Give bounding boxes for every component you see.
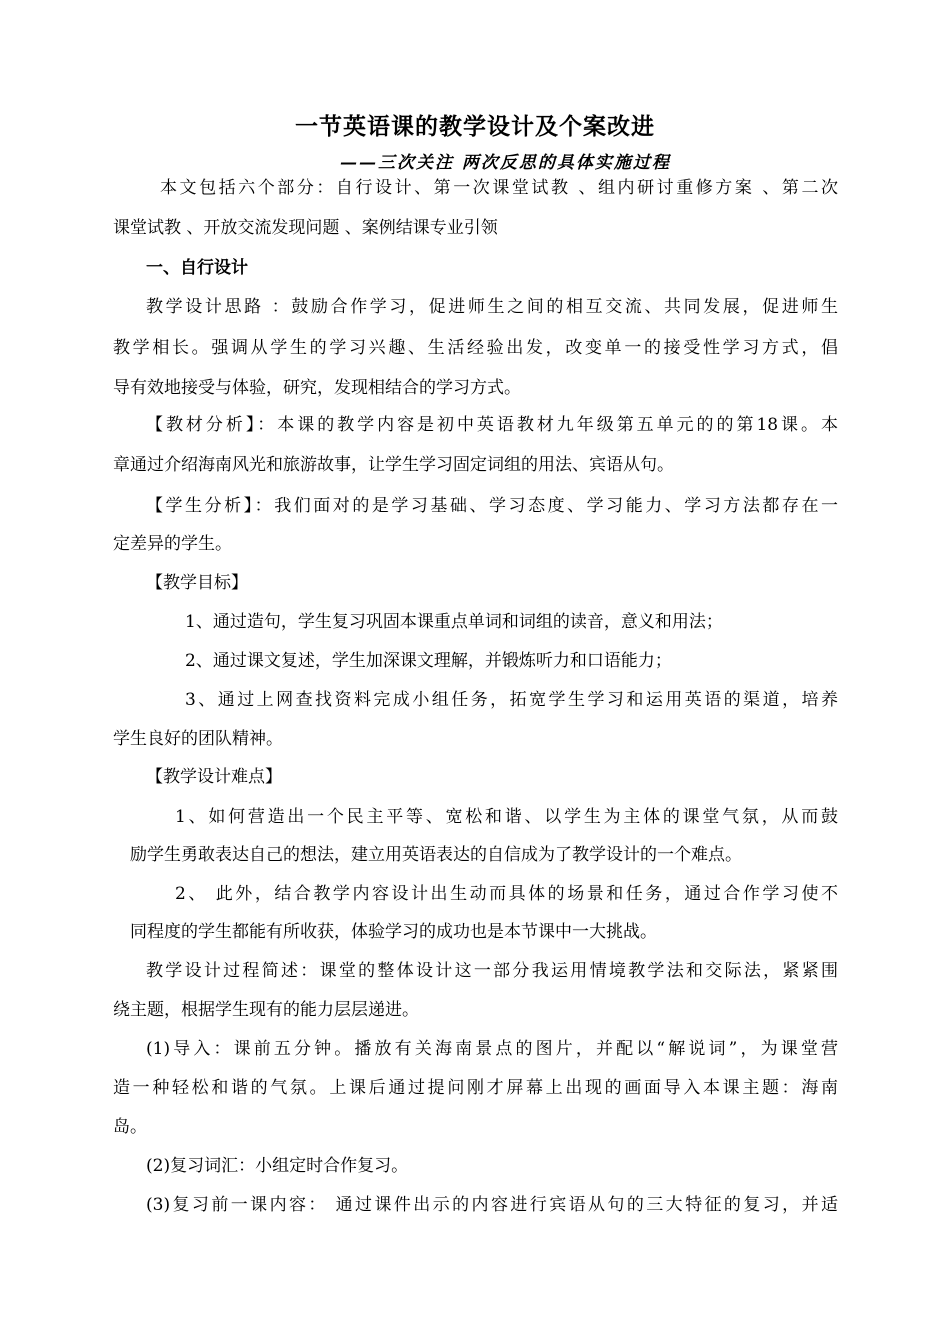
paragraph-line: 【教材分析】：本课的教学内容是初中英语教材九年级第五单元的的第18课。本 [146,415,838,435]
paragraph-line: 定差异的学生。 [113,534,232,554]
paragraph-line: 教学相长。强调从学生的学习兴趣、生活经验出发，改变单一的接受性学习方式，倡 [113,338,838,358]
subheading: 【教学目标】 [146,573,248,593]
objective-item: 1、通过造句，学生复习巩固本课重点单词和词组的读音，意义和用法； [185,612,723,632]
paragraph-line: 造一种轻松和谐的气氛。上课后通过提问刚才屏幕上出现的画面导入本课主题：海南 [113,1078,838,1098]
document-subtitle: ——三次关注 两次反思的具体实施过程 [340,153,671,173]
difficulty-item: 2、 此外，结合教学内容设计出生动而具体的场景和任务，通过合作学习使不 [175,884,838,904]
step-item: (3)复习前一课内容： 通过课件出示的内容进行宾语从句的三大特征的复习，并适 [146,1195,838,1215]
paragraph-line: 教学设计过程简述：课堂的整体设计这一部分我运用情境教学法和交际法，紧紧围 [146,961,838,981]
paragraph-line: 同程度的学生都能有所收获，体验学习的成功也是本节课中一大挑战。 [130,922,657,942]
step-item: (1)导入：课前五分钟。播放有关海南景点的图片，并配以“解说词”，为课堂营 [146,1039,838,1059]
paragraph-line: 本文包括六个部分：自行设计、第一次课堂试教 、组内研讨重修方案 、第二次 [160,178,838,198]
paragraph-line: 绕主题，根据学生现有的能力层层递进。 [113,1000,419,1020]
objective-item: 3、通过上网查找资料完成小组任务，拓宽学生学习和运用英语的渠道，培养 [185,690,838,710]
paragraph-line: 学生良好的团队精神。 [113,729,283,749]
section-heading: 一、自行设计 [146,258,248,278]
step-item: (2)复习词汇：小组定时合作复习。 [146,1156,409,1176]
paragraph-line: 岛。 [113,1117,147,1137]
difficulty-item: 1、如何营造出一个民主平等、宽松和谐、以学生为主体的课堂气氛，从而鼓 [175,807,838,827]
paragraph-line: 导有效地接受与体验，研究，发现相结合的学习方式。 [113,378,521,398]
paragraph-line: 【学生分析】：我们面对的是学习基础、学习态度、学习能力、学习方法都存在一 [146,496,838,516]
subheading: 【教学设计难点】 [146,767,282,787]
paragraph-line: 教学设计思路 ：鼓励合作学习，促进师生之间的相互交流、共同发展，促进师生 [146,297,838,317]
objective-item: 2、通过课文复述，学生加深课文理解，并锻炼听力和口语能力； [185,651,672,671]
paragraph-line: 章通过介绍海南风光和旅游故事，让学生学习固定词组的用法、宾语从句。 [113,455,674,475]
paragraph-line: 励学生勇敢表达自己的想法，建立用英语表达的自信成为了教学设计的一个难点。 [130,845,742,865]
paragraph-line: 课堂试教 、开放交流发现问题 、案例结课专业引领 [113,218,498,238]
document-title: 一节英语课的教学设计及个案改进 [295,114,655,140]
